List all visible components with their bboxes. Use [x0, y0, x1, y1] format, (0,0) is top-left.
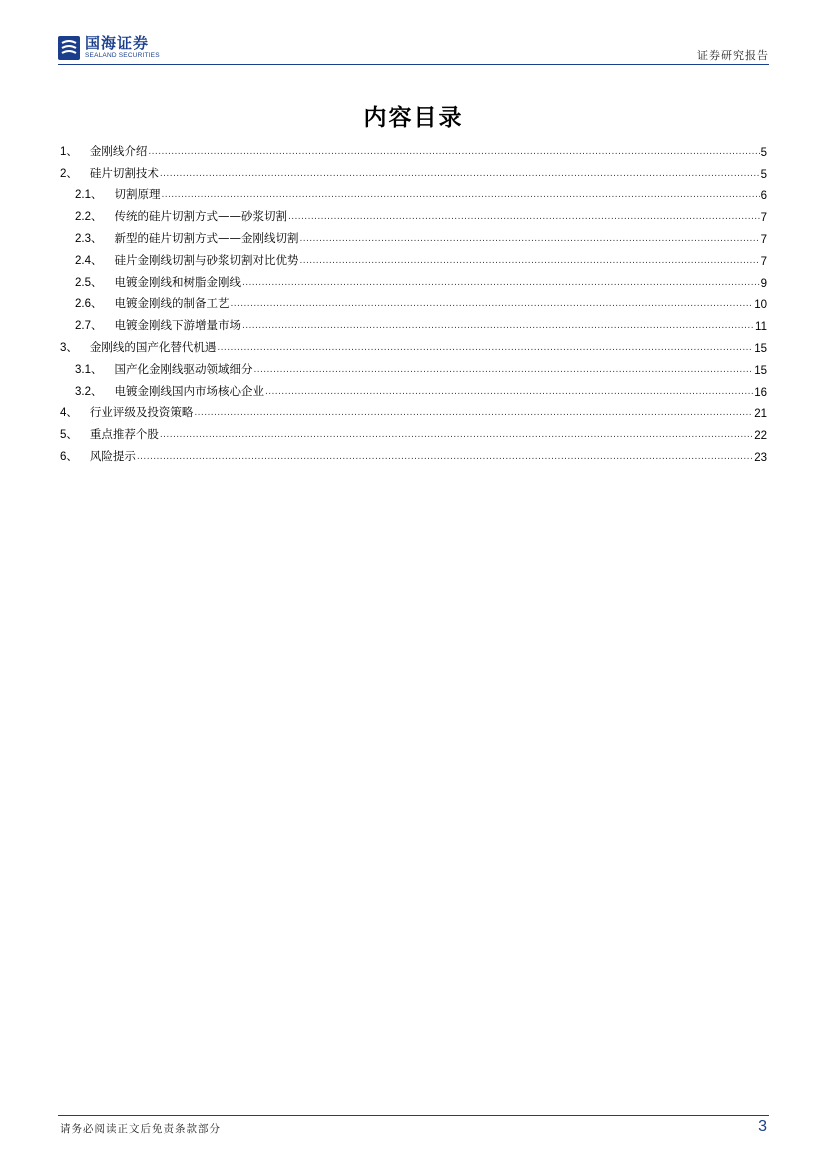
toc-entry-label[interactable]: 电镀金刚线下游增量市场	[114, 318, 241, 333]
toc-dot-leader	[254, 366, 754, 377]
toc-entry-number: 1、	[60, 145, 78, 158]
toc-entry-number: 4、	[60, 407, 78, 420]
toc-entry-label[interactable]: 电镀金刚线的制备工艺	[114, 296, 230, 311]
toc-entry-label[interactable]: 硅片切割技术	[89, 165, 159, 180]
toc-entry-page: 22	[754, 430, 767, 443]
footer-divider	[58, 1115, 769, 1116]
toc-entry-number: 3.2、	[75, 385, 103, 398]
toc-dot-leader	[242, 322, 754, 333]
toc-entry-number: 5、	[60, 429, 78, 442]
toc-entry-number: 2.4、	[75, 254, 103, 267]
toc-dot-leader	[217, 344, 753, 355]
toc-entry[interactable]	[60, 311, 767, 333]
toc-entry[interactable]	[60, 333, 767, 355]
toc-dot-leader	[194, 409, 753, 420]
logo-chinese-name: 国海证券	[85, 34, 150, 53]
toc-entry-page: 9	[760, 277, 767, 290]
toc-entry-page: 10	[754, 299, 767, 312]
toc-entry[interactable]	[60, 202, 767, 224]
header-divider	[58, 64, 769, 65]
toc-entry-page: 16	[754, 386, 767, 399]
toc-entry-label[interactable]: 传统的硅片切割方式——砂浆切割	[114, 209, 287, 224]
toc-entry-number: 2.2、	[75, 211, 103, 224]
toc-entry-label[interactable]: 电镀金刚线国内市场核心企业	[114, 383, 264, 398]
toc-dot-leader	[300, 235, 760, 246]
toc-dot-leader	[231, 300, 754, 311]
toc-entry-number: 2.7、	[75, 320, 103, 333]
toc-entry[interactable]	[60, 159, 767, 181]
toc-entry[interactable]	[60, 224, 767, 246]
toc-title: 内容目录	[363, 105, 464, 131]
toc-entry-page: 5	[760, 146, 767, 159]
toc-entry-number: 2.3、	[75, 232, 103, 245]
toc-entry-label[interactable]: 国产化金刚线驱动领域细分	[114, 361, 253, 376]
toc-entry-label[interactable]: 金刚线介绍	[89, 143, 148, 158]
toc-entry-page: 5	[760, 168, 767, 181]
toc-entry-number: 2.1、	[75, 189, 103, 202]
toc-entry-page: 15	[754, 342, 767, 355]
table-of-contents	[60, 137, 767, 464]
toc-entry-page: 15	[754, 364, 767, 377]
toc-entry-label[interactable]: 金刚线的国产化替代机遇	[89, 339, 217, 354]
toc-entry-label[interactable]: 新型的硅片切割方式——金刚线切割	[114, 230, 299, 245]
toc-dot-leader	[137, 453, 753, 464]
toc-dot-leader	[148, 148, 759, 159]
toc-entry-number: 2、	[60, 167, 78, 180]
logo-english-name: SEALAND SECURITIES	[85, 52, 160, 60]
footer-disclaimer: 请务必阅读正文后免责条款部分	[60, 1123, 221, 1135]
page-number: 3	[758, 1118, 767, 1135]
toc-entry[interactable]	[60, 268, 767, 290]
toc-entry-label[interactable]: 切割原理	[114, 187, 161, 202]
toc-dot-leader	[300, 257, 760, 268]
toc-entry[interactable]	[60, 420, 767, 442]
sealand-logo-icon	[58, 36, 80, 60]
toc-dot-leader	[162, 191, 760, 202]
toc-dot-leader	[265, 388, 753, 399]
toc-entry-number: 2.5、	[75, 276, 103, 289]
toc-entry-page: 21	[754, 408, 767, 421]
company-logo	[58, 34, 160, 62]
toc-entry[interactable]	[60, 137, 767, 159]
toc-dot-leader	[160, 170, 760, 181]
toc-entry[interactable]	[60, 181, 767, 203]
toc-entry-label[interactable]: 风险提示	[89, 448, 136, 463]
toc-entry-page: 7	[760, 255, 767, 268]
toc-entry-label[interactable]: 重点推荐个股	[89, 427, 159, 442]
page-header	[58, 34, 769, 66]
toc-entry-page: 23	[754, 451, 767, 464]
toc-entry-label[interactable]: 电镀金刚线和树脂金刚线	[114, 274, 241, 289]
document-type-label: 证券研究报告	[697, 49, 769, 62]
toc-entry-number: 3、	[60, 341, 78, 354]
toc-entry-page: 7	[760, 212, 767, 225]
toc-dot-leader	[242, 279, 760, 290]
toc-entry-page: 6	[760, 190, 767, 203]
toc-dot-leader	[288, 213, 760, 224]
toc-entry[interactable]	[60, 399, 767, 421]
toc-entry-number: 2.6、	[75, 298, 103, 311]
toc-entry-number: 3.1、	[75, 363, 103, 376]
toc-entry[interactable]	[60, 290, 767, 312]
toc-entry-page: 11	[755, 321, 767, 334]
toc-entry[interactable]	[60, 355, 767, 377]
toc-entry-label[interactable]: 行业评级及投资策略	[89, 405, 194, 420]
toc-entry[interactable]	[60, 246, 767, 268]
toc-entry-number: 6、	[60, 450, 78, 463]
toc-entry-label[interactable]: 硅片金刚线切割与砂浆切割对比优势	[114, 252, 299, 267]
toc-dot-leader	[160, 431, 753, 442]
toc-entry[interactable]	[60, 377, 767, 399]
toc-entry[interactable]	[60, 442, 767, 464]
toc-entry-page: 7	[760, 233, 767, 246]
